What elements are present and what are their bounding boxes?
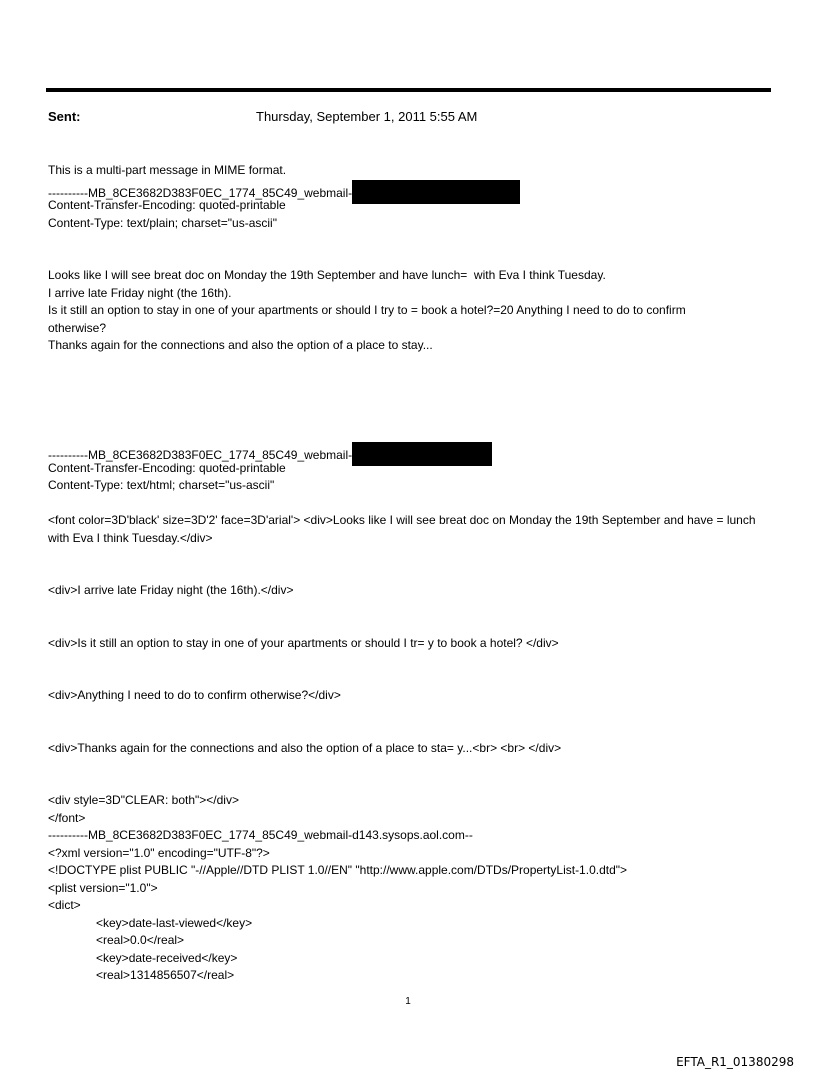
document-id: EFTA_R1_01380298 xyxy=(676,1055,794,1069)
mime-boundary: ----------MB_8CE3682D383F0EC_1774_85C49_webmail- xyxy=(48,448,353,462)
mime-boundary: ----------MB_8CE3682D383F0EC_1774_85C49_webmail- xyxy=(48,185,353,200)
page-number: 1 xyxy=(405,996,411,1007)
header-rule xyxy=(46,88,771,92)
xml-declaration: <?xml version="1.0" encoding="UTF-8"?> xyxy=(48,845,270,860)
plist-doctype: <!DOCTYPE plist PUBLIC "-//Apple//DTD PLIST 1.0//EN" "http://www.apple.com/DTDs/PropertyList-1.0.dtd"> xyxy=(48,863,628,877)
html-source-line: <div>Thanks again for the connections and also the option of a place to sta= y...<br> <br> </div> xyxy=(48,740,562,755)
mime-boundary-line xyxy=(48,180,778,198)
plist-real: <real>0.0</real> xyxy=(96,933,185,947)
html-source-line: <font color=3D'black' size=3D'2' face=3D'arial'> <div>Looks like I will see breat doc on Monday the 19th September and have = lunch with Eva I think Tuesday.</div> xyxy=(48,513,756,545)
content-transfer-encoding: Content-Transfer-Encoding: quoted-printable xyxy=(48,198,286,212)
plain-text-line: Looks like I will see breat doc on Monday the 19th September and have lunch= with Eva I think Tuesday. xyxy=(48,268,606,282)
sent-label: Sent: xyxy=(48,109,81,124)
content-type: Content-Type: text/html; charset="us-ascii" xyxy=(48,478,275,492)
sent-date: Thursday, September 1, 2011 5:55 AM xyxy=(256,109,478,124)
redaction-block xyxy=(352,180,520,204)
plist-real: <real>1314856507</real> xyxy=(96,968,235,982)
plain-text-line: I arrive late Friday night (the 16th). xyxy=(48,285,232,300)
html-source-line: </font> xyxy=(48,810,86,825)
plain-text-line: Is it still an option to stay in one of your apartments or should I try to = book a hotel?=20 Anything I need to do to confirm otherwise? xyxy=(48,303,686,335)
plain-text-line: Thanks again for the connections and also the option of a place to stay... xyxy=(48,338,433,352)
mime-boundary-line xyxy=(48,442,778,460)
html-source-line: <div>Is it still an option to stay in one of your apartments or should I tr= y to book a hotel? </div> xyxy=(48,635,559,650)
content-transfer-encoding: Content-Transfer-Encoding: quoted-printable xyxy=(48,460,286,475)
plist-key: <key>date-last-viewed</key> xyxy=(96,915,253,930)
redaction-block xyxy=(352,442,492,466)
html-source-line: <div>I arrive late Friday night (the 16th).</div> xyxy=(48,583,294,597)
html-source-line: <div style=3D"CLEAR: both"></div> xyxy=(48,793,239,807)
email-body xyxy=(48,162,778,985)
html-source-line: <div>Anything I need to do to confirm otherwise?</div> xyxy=(48,688,341,702)
plist-key: <key>date-received</key> xyxy=(96,950,238,965)
mime-intro: This is a multi-part message in MIME format. xyxy=(48,163,287,177)
content-type: Content-Type: text/plain; charset="us-ascii" xyxy=(48,215,277,230)
mime-boundary-end: ----------MB_8CE3682D383F0EC_1774_85C49_webmail-d143.sysops.aol.com-- xyxy=(48,828,473,842)
plist-open: <plist version="1.0"> xyxy=(48,880,158,895)
dict-open: <dict> xyxy=(48,898,81,912)
